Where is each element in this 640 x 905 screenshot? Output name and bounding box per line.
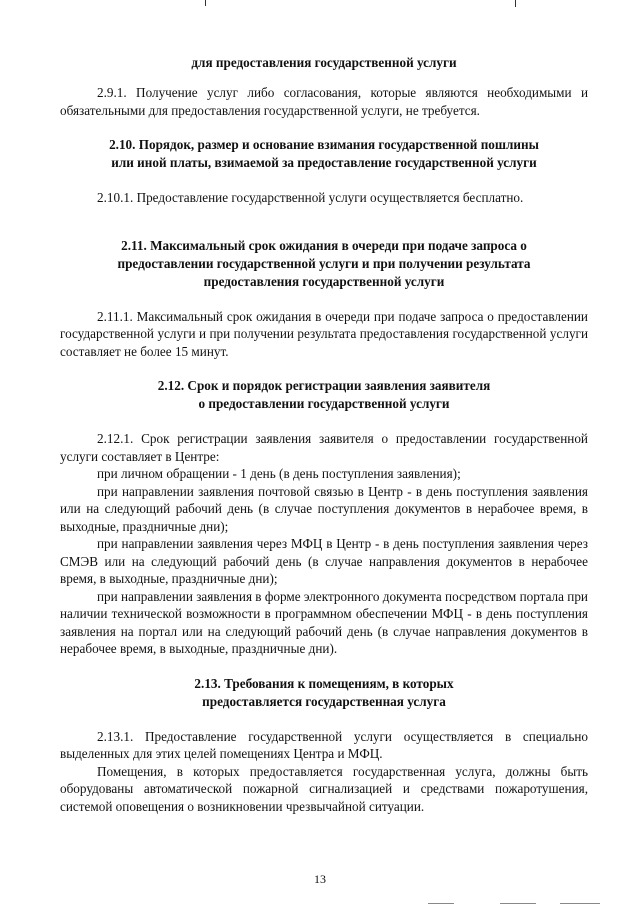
- heading-line: 2.11. Максимальный срок ожидания в очереди при подаче запроса о: [121, 237, 527, 253]
- scan-mark-bottom-3: [560, 903, 600, 904]
- section-heading-2-10: [60, 136, 588, 172]
- heading-line: для предоставления государственной услуги: [191, 55, 457, 70]
- heading-line: 2.12. Срок и порядок регистрации заявления заявителя: [157, 378, 491, 393]
- paragraph-2-12-personal: при личном обращении - 1 день (в день поступления заявления);: [97, 466, 461, 481]
- paragraph-2-11-1: 2.11.1. Максимальный срок ожидания в очереди при подаче запроса о предоставлении государственной услуги и при получении результата предоставления государственной услуги составляет не более 15 минут.: [60, 308, 588, 359]
- heading-line: о предоставлении государственной услуги: [198, 396, 450, 411]
- heading-line: 2.13. Требования к помещениям, в которых: [194, 675, 454, 691]
- paragraph-2-9-1: 2.9.1. Получение услуг либо согласования, которые являются необходимыми и обязательными для предоставления государственной услуги, не требуется.: [60, 85, 588, 118]
- heading-line: или иной платы, взимаемой за предоставление государственной услуги: [111, 155, 537, 170]
- section-heading-2-11: [60, 237, 588, 291]
- paragraph-2-12-post: при направлении заявления почтовой связью в Центр - в день поступления заявления или на следующий рабочий день (в случае поступления документов в нерабочее время, в выходные, праздничные дни);: [60, 483, 588, 534]
- scan-mark-top-right: [515, 0, 516, 7]
- section-heading-2-12: [60, 377, 588, 413]
- section-heading-top: [60, 54, 588, 72]
- paragraph-2-12-1: 2.12.1. Срок регистрации заявления заявителя о предоставлении государственной услуги составляет в Центре:: [60, 431, 588, 464]
- paragraph-2-13-2: Помещения, в которых предоставляется государственная услуга, должны быть оборудованы автоматической пожарной сигнализацией и средствами пожаротушения, системой оповещения о возникновении чрезвычайной ситуации.: [60, 763, 588, 814]
- paragraph-2-12-portal: при направлении заявления в форме электронного документа посредством портала при наличии технической возможности в программном обеспечении МФЦ - в день поступления заявления на портал или на следующий рабочий день (в случае направления документов в нерабочее время, в выходные, праздничные дни).: [60, 588, 588, 656]
- heading-line: предоставлении государственной услуги и при получении результата: [117, 255, 531, 271]
- heading-line: предоставляется государственная услуга: [202, 693, 446, 709]
- heading-line: 2.10. Порядок, размер и основание взимания государственной пошлины: [109, 137, 539, 152]
- section-heading-2-13: [60, 675, 588, 711]
- scan-mark-bottom-1: [428, 903, 454, 904]
- document-body: [60, 54, 588, 815]
- scan-mark-bottom-2: [500, 903, 536, 904]
- heading-line: предоставления государственной услуги: [203, 273, 445, 289]
- page-number: 13: [314, 872, 326, 886]
- paragraph-2-12-mfc: при направлении заявления через МФЦ в Центр - в день поступления заявления через СМЭВ или на следующий рабочий день (в случае направления документов в нерабочее время, в выходные, праздничные дни);: [60, 536, 588, 586]
- paragraph-2-10-1: 2.10.1. Предоставление государственной услуги осуществляется бесплатно.: [97, 190, 524, 205]
- paragraph-2-13-1: 2.13.1. Предоставление государственной услуги осуществляется в специально выделенных для этих целей помещениях Центра и МФЦ.: [60, 728, 588, 761]
- scan-mark-top-left: [205, 0, 206, 6]
